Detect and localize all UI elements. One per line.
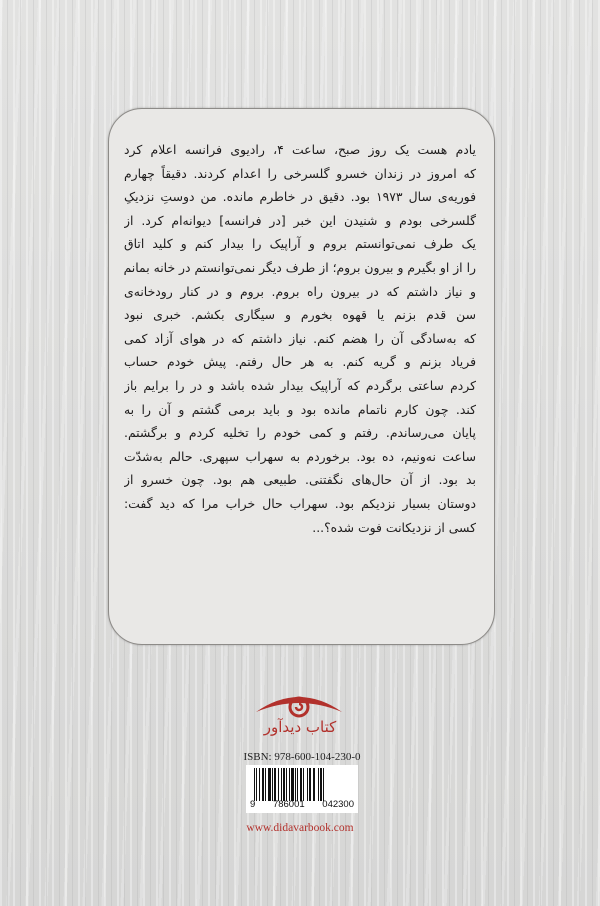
blurb-line: فوریه‌ی سال ۱۹۷۳ بود. دقیق در خاطرم مانده. من دوستِ نزدیکِ xyxy=(124,189,476,205)
blurb-line: دوستان بسیار نزدیکم بود. سهراب حال خراب مرا که دید گفت: xyxy=(124,495,476,511)
blurb-line: پایان می‌رساندم. رفتم و کمی خودم را تخلیه کردم و برگشتم. xyxy=(124,425,476,441)
blurb-line: که به‌سادگی آن را هضم کنم. نیاز داشتم که در هوای آزاد کمی xyxy=(124,330,476,346)
barcode-digits-right: 042300 xyxy=(322,799,354,810)
blurb-line: کسی از نزدیکانت فوت شده؟... xyxy=(312,519,476,535)
blurb-line: سن قدم بزنم یا قهوه بخورم و سیگاری بکشم. خبری نبود xyxy=(124,307,476,323)
blurb-line: فریاد بزنم و گریه کنم. به هر حال رفتم. پیش خودم حساب xyxy=(124,354,476,370)
publisher-name: کتاب دیدآور xyxy=(263,718,337,736)
blurb-line: یادم هست یک روز صبح، ساعت ۴، رادیوی فرانسه اعلام کرد xyxy=(124,142,476,157)
barcode-digits-left: 786001 xyxy=(272,799,305,810)
blurb-line: را از او بگیرم و بیرون بروم؛ از طرف دیگر نمی‌توانستم در خانه بمانم xyxy=(124,259,476,275)
blurb-text xyxy=(124,138,476,539)
blurb-line: و نیاز داشتم که در بیرون راه بروم. بروم و در کنار رودخانه‌ی xyxy=(124,283,476,299)
blurb-line: یک طرف نمی‌توانستم بروم و آراپیک را بیدار کنم و کلید اتاق xyxy=(124,236,476,252)
blurb-line: گلسرخی بودم و شنیدن این خبر [در فرانسه] دیوانه‌ام کرد. از xyxy=(124,212,476,228)
blurb-line: که امروز در زندان خسرو گلسرخی را اعدام کردند. دقیقاً چهارم xyxy=(124,165,476,181)
blurb-line: کردم ساعتی برگردم که آراپیک بیدار شده باشد و در را برایم باز xyxy=(124,377,476,393)
barcode-digit-prefix: 9 xyxy=(250,799,256,810)
publisher-website[interactable]: www.didavarbook.com xyxy=(246,822,354,834)
isbn-label: ISBN: 978-600-104-230-0 xyxy=(243,751,361,763)
blurb-line: کند. چون کارم ناتمام مانده بود و باید برمی گشتم و آن را به xyxy=(124,401,476,417)
publisher-logo-icon xyxy=(254,688,344,718)
barcode-bars xyxy=(254,768,350,801)
blurb-line: بد بود. از آن حال‌های نگفتنی. طبیعی هم بود. چون خسرو از xyxy=(124,472,476,488)
blurb-line: ساعت نه‌ونیم، ده بود. برخوردم به سهراب سپهری. حالم به‌شدّت xyxy=(124,448,476,464)
barcode xyxy=(246,765,358,813)
